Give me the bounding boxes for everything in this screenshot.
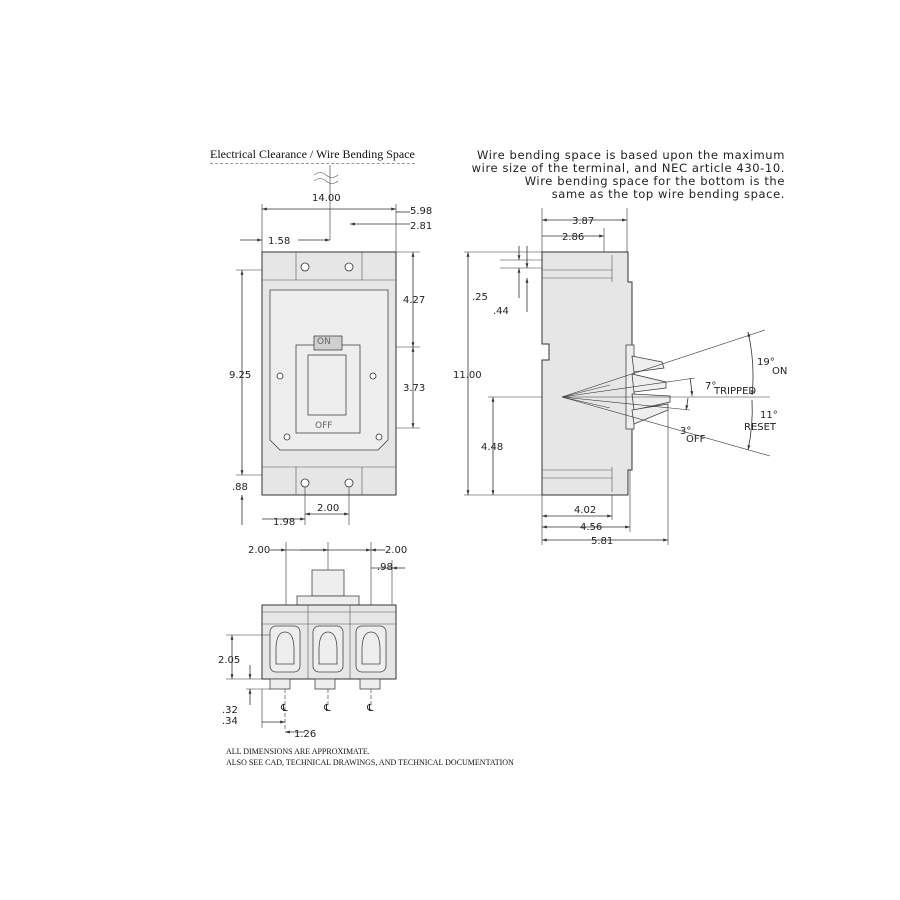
dim-side-height: 11.00 [453,370,482,381]
terminal-screw [301,479,309,487]
terminal-foot [270,679,290,689]
drawing-title: Electrical Clearance / Wire Bending Space [210,147,415,164]
bottom-view [218,542,407,740]
dim-left-bottom: 1.98 [273,517,296,528]
terminal-screw [301,263,309,271]
dim-clearance: 14.00 [312,193,341,204]
lug-opening [319,632,337,664]
footer-line: ALSO SEE CAD, TECHNICAL DRAWINGS, AND TECHNICAL DOCUMENTATION [226,758,514,767]
drawing-shape [270,626,386,672]
dim-centerline-spacing: 1.26 [294,729,317,740]
lug-opening [362,632,380,664]
dim-width-top: 3.87 [572,216,595,227]
dim-width-top-inner: 2.86 [562,232,585,243]
mounting-screw [376,434,382,440]
dim-right-spacing: 2.00 [385,545,408,556]
bottom-handle [312,570,344,596]
breaker-side-body [542,252,632,495]
centerline-mark: ℄ [367,703,374,714]
note-line: Wire bending space is based upon the maximum [477,148,785,162]
angle-tripped-label: TRIPPED [714,386,757,397]
dim-depth: 2.05 [218,655,241,666]
break-symbol [314,173,338,184]
dim-upper: 4.27 [403,295,426,306]
terminal-foot [315,679,335,689]
angle-off-label: OFF [686,434,706,445]
dim-right-offset: 2.81 [410,221,433,232]
note-line: wire size of the terminal, and NEC article 430-10. [471,161,785,175]
dim-terminal-a: .32 [222,705,238,716]
mounting-screw [277,373,283,379]
angle-reset-value: 11° [760,410,778,421]
angle-on-value: 19° [757,357,775,368]
angle-on-label: ON [772,366,788,377]
centerline-mark: ℄ [324,703,331,714]
front-view [229,165,432,528]
dim-left-spacing: 2.00 [248,545,271,556]
side-view [453,208,787,547]
angle-off-value: 3° [680,426,692,437]
dim-terminal-a: .25 [472,292,488,303]
handle-position [632,356,664,372]
dim-right-top: 5.98 [410,206,433,217]
dim-bottom-offset: .88 [232,482,248,493]
terminal-screw [345,479,353,487]
dim-middle: 3.73 [403,383,426,394]
footer-line: ALL DIMENSIONS ARE APPROXIMATE. [226,747,370,756]
handle [308,355,346,415]
centerline-mark: ℄ [281,703,288,714]
note-line: Wire bending space for the bottom is the [524,174,785,188]
dim-terminal-b: .44 [493,306,509,317]
drawing-stroke [686,398,688,410]
note-line: same as the top wire bending space. [551,187,785,201]
mounting-screw [284,434,290,440]
label-on: ON [317,337,331,347]
angle-tripped-value: 7° [705,381,717,392]
dim-lower: 4.48 [481,442,504,453]
dim-terminal-b: .34 [222,716,238,727]
dim-left-offset: 1.58 [268,236,291,247]
mounting-screw [370,373,376,379]
lug-opening [276,632,294,664]
drawing-stroke [690,378,692,396]
dim-width-b: 4.56 [580,522,603,533]
label-off: OFF [315,421,333,431]
terminal-screw [345,263,353,271]
terminal-foot [360,679,380,689]
dim-width-c: 5.81 [591,536,614,547]
angle-reset-label: RESET [744,422,777,433]
dim-width-a: 4.02 [574,505,597,516]
dim-edge: .98 [377,562,393,573]
dim-pole-spacing: 2.00 [317,503,340,514]
dim-height: 9.25 [229,370,252,381]
